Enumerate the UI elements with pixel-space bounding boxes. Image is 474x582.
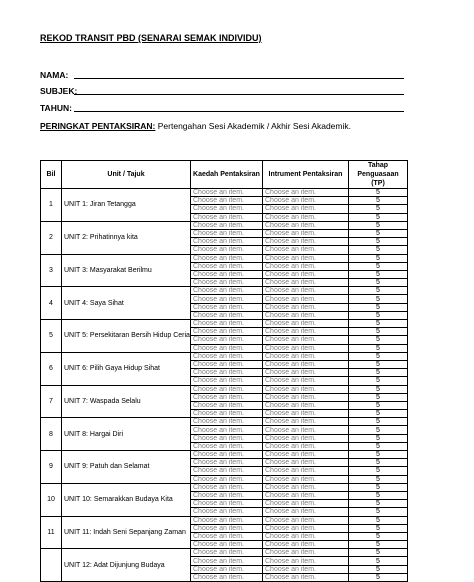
- peringkat-value: Pertengahan Sesi Akademik / Akhir Sesi Akademik.: [155, 121, 351, 131]
- unit-bil: 1: [41, 189, 62, 222]
- tp-value[interactable]: 5: [349, 246, 408, 254]
- kaedah-dropdown[interactable]: Choose an item.: [191, 246, 263, 254]
- kaedah-dropdown[interactable]: Choose an item.: [191, 434, 263, 442]
- kaedah-dropdown[interactable]: Choose an item.: [191, 295, 263, 303]
- tp-value[interactable]: 5: [349, 352, 408, 360]
- kaedah-dropdown[interactable]: Choose an item.: [191, 262, 263, 270]
- kaedah-dropdown[interactable]: Choose an item.: [191, 320, 263, 328]
- kaedah-dropdown[interactable]: Choose an item.: [191, 303, 263, 311]
- tp-value[interactable]: 5: [349, 475, 408, 483]
- peringkat-row: [40, 121, 351, 131]
- table-row: [41, 320, 408, 328]
- kaedah-dropdown[interactable]: Choose an item.: [191, 197, 263, 205]
- kaedah-dropdown[interactable]: Choose an item.: [191, 328, 263, 336]
- tp-value[interactable]: 5: [349, 541, 408, 549]
- document-title: REKOD TRANSIT PBD (SENARAI SEMAK INDIVIDU): [40, 33, 262, 43]
- table-row: [41, 189, 408, 197]
- transit-table: [40, 160, 408, 582]
- kaedah-dropdown[interactable]: Choose an item.: [191, 311, 263, 319]
- instrumen-dropdown[interactable]: Choose an item.: [263, 557, 349, 565]
- kaedah-dropdown[interactable]: Choose an item.: [191, 221, 263, 229]
- table-row: [41, 451, 408, 459]
- table-row: [41, 352, 408, 360]
- instrumen-dropdown[interactable]: Choose an item.: [263, 213, 349, 221]
- tp-value[interactable]: 5: [349, 491, 408, 499]
- instrumen-dropdown[interactable]: Choose an item.: [263, 311, 349, 319]
- kaedah-dropdown[interactable]: Choose an item.: [191, 426, 263, 434]
- tp-value[interactable]: 5: [349, 270, 408, 278]
- kaedah-dropdown[interactable]: Choose an item.: [191, 418, 263, 426]
- kaedah-dropdown[interactable]: Choose an item.: [191, 352, 263, 360]
- table-row: [41, 549, 408, 557]
- kaedah-dropdown[interactable]: Choose an item.: [191, 213, 263, 221]
- tp-value[interactable]: 5: [349, 451, 408, 459]
- instrumen-dropdown[interactable]: Choose an item.: [263, 328, 349, 336]
- table-header-row: [41, 161, 408, 189]
- tp-value[interactable]: 5: [349, 197, 408, 205]
- nama-line[interactable]: [74, 78, 404, 79]
- instrumen-dropdown[interactable]: Choose an item.: [263, 573, 349, 581]
- tp-value[interactable]: 5: [349, 254, 408, 262]
- instrumen-dropdown[interactable]: Choose an item.: [263, 246, 349, 254]
- kaedah-dropdown[interactable]: Choose an item.: [191, 336, 263, 344]
- tp-value[interactable]: 5: [349, 532, 408, 540]
- tp-value[interactable]: 5: [349, 262, 408, 270]
- unit-bil: 8: [41, 418, 62, 451]
- instrumen-dropdown[interactable]: Choose an item.: [263, 360, 349, 368]
- instrumen-dropdown[interactable]: Choose an item.: [263, 221, 349, 229]
- kaedah-dropdown[interactable]: Choose an item.: [191, 508, 263, 516]
- instrumen-dropdown[interactable]: Choose an item.: [263, 262, 349, 270]
- tp-value[interactable]: 5: [349, 565, 408, 573]
- table-row: [41, 287, 408, 295]
- tp-value[interactable]: 5: [349, 213, 408, 221]
- unit-bil: 9: [41, 451, 62, 484]
- tp-value[interactable]: 5: [349, 434, 408, 442]
- unit-title: UNIT 6: Pilih Gaya Hidup Sihat: [62, 352, 191, 385]
- unit-title: UNIT 1: Jiran Tetangga: [62, 189, 191, 222]
- kaedah-dropdown[interactable]: Choose an item.: [191, 483, 263, 491]
- kaedah-dropdown[interactable]: Choose an item.: [191, 229, 263, 237]
- instrumen-dropdown[interactable]: Choose an item.: [263, 483, 349, 491]
- table-row: [41, 385, 408, 393]
- header-kaedah: Kaedah Pentaksiran: [191, 161, 263, 189]
- kaedah-dropdown[interactable]: Choose an item.: [191, 189, 263, 197]
- instrumen-dropdown[interactable]: Choose an item.: [263, 442, 349, 450]
- instrumen-dropdown[interactable]: Choose an item.: [263, 336, 349, 344]
- tp-value[interactable]: 5: [349, 360, 408, 368]
- instrumen-dropdown[interactable]: Choose an item.: [263, 500, 349, 508]
- instrumen-dropdown[interactable]: Choose an item.: [263, 385, 349, 393]
- unit-title: UNIT 9: Patuh dan Selamat: [62, 451, 191, 484]
- instrumen-dropdown[interactable]: Choose an item.: [263, 295, 349, 303]
- kaedah-dropdown[interactable]: Choose an item.: [191, 557, 263, 565]
- unit-bil: 5: [41, 320, 62, 353]
- unit-title: UNIT 4: Saya Sihat: [62, 287, 191, 320]
- instrumen-dropdown[interactable]: Choose an item.: [263, 238, 349, 246]
- instrumen-dropdown[interactable]: Choose an item.: [263, 565, 349, 573]
- header-unit: Unit / Tajuk: [62, 161, 191, 189]
- tp-value[interactable]: 5: [349, 369, 408, 377]
- table-row: [41, 516, 408, 524]
- tp-value[interactable]: 5: [349, 401, 408, 409]
- header-instrumen: Intrument Pentaksiran: [263, 161, 349, 189]
- instrumen-dropdown[interactable]: Choose an item.: [263, 377, 349, 385]
- kaedah-dropdown[interactable]: Choose an item.: [191, 369, 263, 377]
- unit-bil: 10: [41, 483, 62, 516]
- unit-bil: 3: [41, 254, 62, 287]
- instrumen-dropdown[interactable]: Choose an item.: [263, 541, 349, 549]
- tp-value[interactable]: 5: [349, 442, 408, 450]
- kaedah-dropdown[interactable]: Choose an item.: [191, 344, 263, 352]
- instrumen-dropdown[interactable]: Choose an item.: [263, 410, 349, 418]
- instrumen-dropdown[interactable]: Choose an item.: [263, 426, 349, 434]
- unit-title: UNIT 12: Adat Dijunjung Budaya: [62, 549, 191, 582]
- kaedah-dropdown[interactable]: Choose an item.: [191, 238, 263, 246]
- instrumen-dropdown[interactable]: Choose an item.: [263, 393, 349, 401]
- instrumen-dropdown[interactable]: Choose an item.: [263, 270, 349, 278]
- kaedah-dropdown[interactable]: Choose an item.: [191, 459, 263, 467]
- kaedah-dropdown[interactable]: Choose an item.: [191, 467, 263, 475]
- tp-value[interactable]: 5: [349, 508, 408, 516]
- tp-value[interactable]: 5: [349, 328, 408, 336]
- kaedah-dropdown[interactable]: Choose an item.: [191, 541, 263, 549]
- instrumen-dropdown[interactable]: Choose an item.: [263, 279, 349, 287]
- tp-value[interactable]: 5: [349, 303, 408, 311]
- kaedah-dropdown[interactable]: Choose an item.: [191, 442, 263, 450]
- tp-value[interactable]: 5: [349, 385, 408, 393]
- instrumen-dropdown[interactable]: Choose an item.: [263, 508, 349, 516]
- instrumen-dropdown[interactable]: Choose an item.: [263, 254, 349, 262]
- unit-bil: 4: [41, 287, 62, 320]
- unit-title: UNIT 10: Semarakkan Budaya Kita: [62, 483, 191, 516]
- instrumen-dropdown[interactable]: Choose an item.: [263, 516, 349, 524]
- kaedah-dropdown[interactable]: Choose an item.: [191, 410, 263, 418]
- instrumen-dropdown[interactable]: Choose an item.: [263, 532, 349, 540]
- instrumen-dropdown[interactable]: Choose an item.: [263, 287, 349, 295]
- tp-value[interactable]: 5: [349, 418, 408, 426]
- kaedah-dropdown[interactable]: Choose an item.: [191, 491, 263, 499]
- table-row: [41, 254, 408, 262]
- tp-value[interactable]: 5: [349, 483, 408, 491]
- instrumen-dropdown[interactable]: Choose an item.: [263, 197, 349, 205]
- unit-bil: 7: [41, 385, 62, 418]
- tp-value[interactable]: 5: [349, 524, 408, 532]
- kaedah-dropdown[interactable]: Choose an item.: [191, 532, 263, 540]
- header-bil: Bil: [41, 161, 62, 189]
- tp-value[interactable]: 5: [349, 467, 408, 475]
- tp-value[interactable]: 5: [349, 311, 408, 319]
- instrumen-dropdown[interactable]: Choose an item.: [263, 549, 349, 557]
- tp-value[interactable]: 5: [349, 295, 408, 303]
- tp-value[interactable]: 5: [349, 516, 408, 524]
- unit-title: UNIT 2: Prihatinnya kita: [62, 221, 191, 254]
- kaedah-dropdown[interactable]: Choose an item.: [191, 549, 263, 557]
- unit-title: UNIT 7: Waspada Selalu: [62, 385, 191, 418]
- unit-bil: 2: [41, 221, 62, 254]
- tahun-line[interactable]: [74, 111, 404, 112]
- instrumen-dropdown[interactable]: Choose an item.: [263, 467, 349, 475]
- peringkat-label: PERINGKAT PENTAKSIRAN:: [40, 121, 156, 131]
- tp-value[interactable]: 5: [349, 287, 408, 295]
- instrumen-dropdown[interactable]: Choose an item.: [263, 205, 349, 213]
- kaedah-dropdown[interactable]: Choose an item.: [191, 393, 263, 401]
- kaedah-dropdown[interactable]: Choose an item.: [191, 500, 263, 508]
- instrumen-dropdown[interactable]: Choose an item.: [263, 369, 349, 377]
- kaedah-dropdown[interactable]: Choose an item.: [191, 377, 263, 385]
- tp-value[interactable]: 5: [349, 344, 408, 352]
- kaedah-dropdown[interactable]: Choose an item.: [191, 360, 263, 368]
- unit-bil: [41, 549, 62, 582]
- tp-value[interactable]: 5: [349, 189, 408, 197]
- unit-title: UNIT 5: Persekitaran Bersih Hidup Ceria: [62, 320, 191, 353]
- tp-value[interactable]: 5: [349, 221, 408, 229]
- unit-bil: 11: [41, 516, 62, 549]
- instrumen-dropdown[interactable]: Choose an item.: [263, 352, 349, 360]
- instrumen-dropdown[interactable]: Choose an item.: [263, 524, 349, 532]
- table-row: [41, 221, 408, 229]
- kaedah-dropdown[interactable]: Choose an item.: [191, 401, 263, 409]
- instrumen-dropdown[interactable]: Choose an item.: [263, 320, 349, 328]
- kaedah-dropdown[interactable]: Choose an item.: [191, 279, 263, 287]
- tp-value[interactable]: 5: [349, 238, 408, 246]
- tp-value[interactable]: 5: [349, 205, 408, 213]
- instrumen-dropdown[interactable]: Choose an item.: [263, 418, 349, 426]
- tp-value[interactable]: 5: [349, 573, 408, 581]
- tp-value[interactable]: 5: [349, 459, 408, 467]
- unit-bil: 6: [41, 352, 62, 385]
- instrumen-dropdown[interactable]: Choose an item.: [263, 459, 349, 467]
- tp-value[interactable]: 5: [349, 410, 408, 418]
- instrumen-dropdown[interactable]: Choose an item.: [263, 475, 349, 483]
- instrumen-dropdown[interactable]: Choose an item.: [263, 303, 349, 311]
- table-row: [41, 418, 408, 426]
- instrumen-dropdown[interactable]: Choose an item.: [263, 189, 349, 197]
- kaedah-dropdown[interactable]: Choose an item.: [191, 270, 263, 278]
- unit-title: UNIT 3: Masyarakat Berilmu: [62, 254, 191, 287]
- kaedah-dropdown[interactable]: Choose an item.: [191, 475, 263, 483]
- subjek-line[interactable]: [74, 94, 404, 95]
- kaedah-dropdown[interactable]: Choose an item.: [191, 524, 263, 532]
- instrumen-dropdown[interactable]: Choose an item.: [263, 401, 349, 409]
- tp-value[interactable]: 5: [349, 500, 408, 508]
- tp-value[interactable]: 5: [349, 320, 408, 328]
- nama-label: NAMA:: [40, 70, 69, 80]
- tp-value[interactable]: 5: [349, 336, 408, 344]
- kaedah-dropdown[interactable]: Choose an item.: [191, 565, 263, 573]
- kaedah-dropdown[interactable]: Choose an item.: [191, 451, 263, 459]
- instrumen-dropdown[interactable]: Choose an item.: [263, 491, 349, 499]
- instrumen-dropdown[interactable]: Choose an item.: [263, 434, 349, 442]
- instrumen-dropdown[interactable]: Choose an item.: [263, 451, 349, 459]
- kaedah-dropdown[interactable]: Choose an item.: [191, 573, 263, 581]
- tp-value[interactable]: 5: [349, 557, 408, 565]
- instrumen-dropdown[interactable]: Choose an item.: [263, 344, 349, 352]
- table-row: [41, 483, 408, 491]
- tp-value[interactable]: 5: [349, 426, 408, 434]
- unit-title: UNIT 8: Hargai Diri: [62, 418, 191, 451]
- tp-value[interactable]: 5: [349, 377, 408, 385]
- unit-title: UNIT 11: Indah Seni Sepanjang Zaman: [62, 516, 191, 549]
- tp-value[interactable]: 5: [349, 549, 408, 557]
- instrumen-dropdown[interactable]: Choose an item.: [263, 229, 349, 237]
- table-body: [41, 189, 408, 582]
- kaedah-dropdown[interactable]: Choose an item.: [191, 287, 263, 295]
- tp-value[interactable]: 5: [349, 393, 408, 401]
- kaedah-dropdown[interactable]: Choose an item.: [191, 205, 263, 213]
- header-tahap: Tahap Penguasaan (TP): [349, 161, 408, 189]
- tahun-label: TAHUN:: [40, 103, 72, 113]
- kaedah-dropdown[interactable]: Choose an item.: [191, 516, 263, 524]
- kaedah-dropdown[interactable]: Choose an item.: [191, 385, 263, 393]
- kaedah-dropdown[interactable]: Choose an item.: [191, 254, 263, 262]
- tp-value[interactable]: 5: [349, 279, 408, 287]
- subjek-label: SUBJEK:: [40, 86, 78, 96]
- tp-value[interactable]: 5: [349, 229, 408, 237]
